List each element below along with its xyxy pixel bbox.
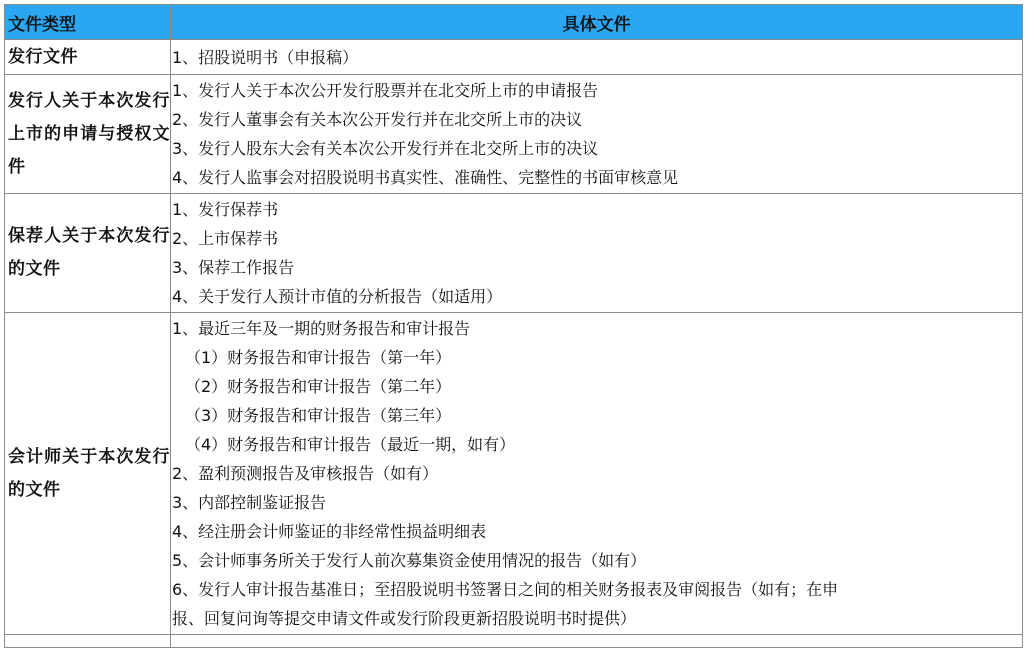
file-list-table: [4, 4, 1023, 648]
table-row: [5, 313, 1023, 635]
list-item: 3、发行人股东大会有关本次公开发行并在北交所上市的决议: [172, 139, 599, 158]
list-item: （1）财务报告和审计报告（第一年）: [185, 348, 452, 367]
file-items-cell: [171, 194, 1023, 313]
list-item: 5、会计师事务所关于发行人前次募集资金使用情况的报告（如有）: [172, 551, 647, 570]
empty-cell: [5, 635, 171, 648]
list-item: 6、发行人审计报告基准日；至招股说明书签署日之间的相关财务报表及审阅报告（如有；在申: [172, 580, 839, 599]
table-row: [5, 75, 1023, 194]
file-type-cell: 发行人关于本次发行上市的申请与授权文件: [5, 75, 171, 194]
list-item: 2、盈利预测报告及审核报告（如有）: [172, 464, 439, 483]
header-specific-files: 具体文件: [171, 5, 1023, 40]
empty-cell: [171, 635, 1023, 648]
list-item: （3）财务报告和审计报告（第三年）: [185, 406, 452, 425]
file-items-cell: [171, 40, 1023, 75]
list-item: （4）财务报告和审计报告（最近一期，如有）: [185, 435, 516, 454]
list-item: 1、发行保荐书: [172, 200, 279, 219]
list-item: 1、招股说明书（申报稿）: [172, 47, 359, 67]
list-item: 3、内部控制鉴证报告: [172, 493, 327, 512]
list-item: 4、关于发行人预计市值的分析报告（如适用）: [172, 287, 503, 306]
file-type-cell: 会计师关于本次发行的文件: [5, 313, 171, 635]
list-item: 2、发行人董事会有关本次公开发行并在北交所上市的决议: [172, 110, 583, 129]
list-item: 报、回复问询等提交申请文件或发行阶段更新招股说明书时提供）: [172, 609, 637, 628]
list-item: 4、发行人监事会对招股说明书真实性、准确性、完整性的书面审核意见: [172, 168, 679, 187]
list-item: 1、发行人关于本次公开发行股票并在北交所上市的申请报告: [172, 81, 599, 100]
header-file-type: 文件类型: [5, 5, 171, 40]
header-row: [5, 5, 1023, 40]
file-type-cell: 保荐人关于本次发行的文件: [5, 194, 171, 313]
table-row: [5, 194, 1023, 313]
list-item: 2、上市保荐书: [172, 229, 279, 248]
list-item: 3、保荐工作报告: [172, 258, 295, 277]
table-row-empty: [5, 635, 1023, 648]
file-items-cell: [171, 75, 1023, 194]
list-item: 1、最近三年及一期的财务报告和审计报告: [172, 319, 471, 338]
list-item: （2）财务报告和审计报告（第二年）: [185, 377, 452, 396]
list-item: 4、经注册会计师鉴证的非经常性损益明细表: [172, 522, 487, 541]
table-row: [5, 40, 1023, 75]
file-type-cell: 发行文件: [5, 40, 171, 75]
file-items-cell: [171, 313, 1023, 635]
